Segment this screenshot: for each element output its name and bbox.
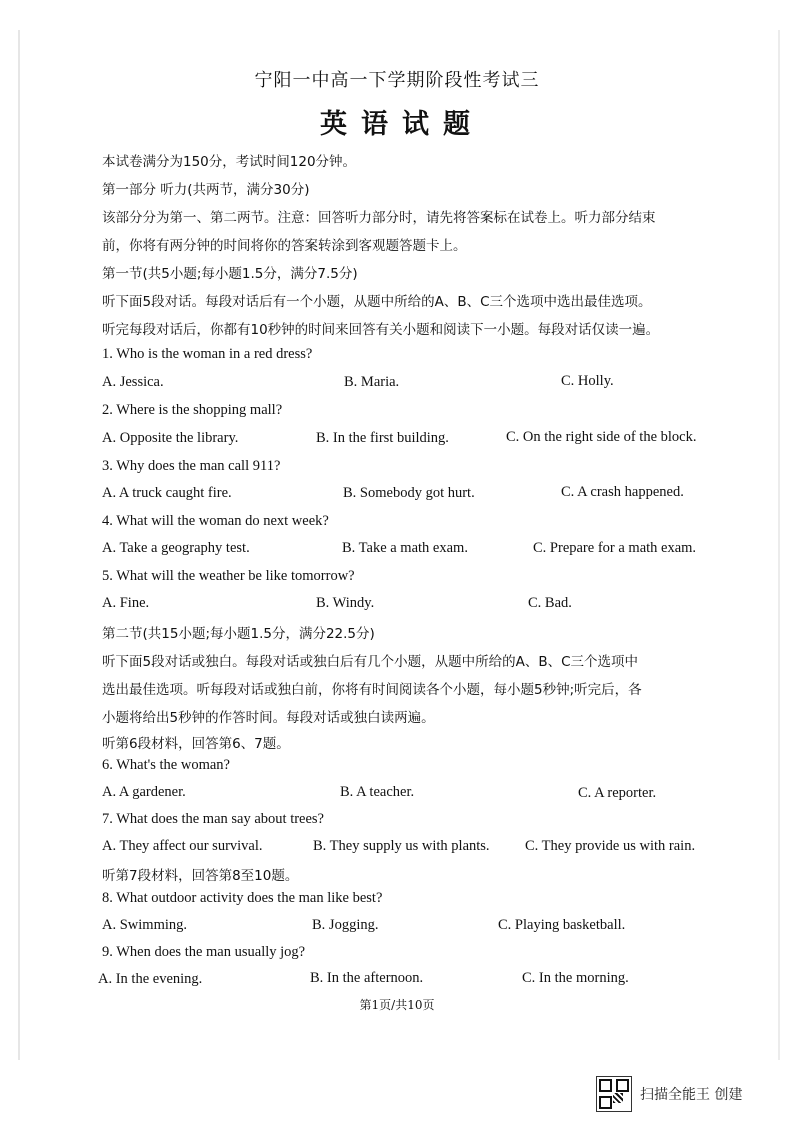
q7-option-a: A. They affect our survival. bbox=[102, 838, 263, 854]
question-1: 1. Who is the woman in a red dress? bbox=[102, 346, 313, 362]
q1-option-b: B. Maria. bbox=[344, 374, 400, 390]
q2-option-b: B. In the first building. bbox=[316, 430, 449, 446]
scanner-watermark bbox=[596, 1076, 742, 1112]
material-7-heading: 听第7段材料，回答第8至10题。 bbox=[102, 868, 299, 884]
subject-title: 英语试题 bbox=[320, 109, 484, 140]
question-9: 9. When does the man usually jog? bbox=[102, 944, 306, 960]
q9-option-b: B. In the afternoon. bbox=[310, 970, 424, 986]
q4-option-b: B. Take a math exam. bbox=[342, 540, 468, 556]
section2-instruction-line1: 听下面5段对话或独白。每段对话或独白后有几个小题，从题中所给的A、B、C三个选项中 bbox=[102, 654, 639, 670]
question-5: 5. What will the weather be like tomorrow? bbox=[102, 568, 355, 584]
section2-instruction-line2: 选出最佳选项。听每段对话或独白前，你将有时间阅读各个小题，每小题5秒钟;听完后，各 bbox=[102, 682, 642, 698]
section1-heading: 第一节(共5小题;每小题1.5分，满分7.5分) bbox=[102, 266, 358, 282]
watermark-text: 扫描全能王 创建 bbox=[640, 1087, 743, 1103]
q8-option-b: B. Jogging. bbox=[312, 917, 379, 933]
q5-option-b: B. Windy. bbox=[316, 595, 375, 611]
material-6-heading: 听第6段材料，回答第6、7题。 bbox=[102, 736, 290, 752]
section1-instruction-line1: 听下面5段对话。每段对话后有一个小题，从题中所给的A、B、C三个选项中选出最佳选项。 bbox=[102, 294, 652, 310]
q3-option-b: B. Somebody got hurt. bbox=[343, 485, 475, 501]
section2-instruction-line3: 小题将给出5秒钟的作答时间。每段对话或独白读两遍。 bbox=[102, 710, 435, 726]
q8-option-c: C. Playing basketball. bbox=[498, 917, 626, 933]
question-4: 4. What will the woman do next week? bbox=[102, 513, 329, 529]
q5-option-c: C. Bad. bbox=[528, 595, 572, 611]
q6-option-b: B. A teacher. bbox=[340, 784, 415, 800]
scan-edge-left bbox=[18, 30, 20, 1060]
q9-option-c: C. In the morning. bbox=[522, 970, 629, 986]
q2-option-a: A. Opposite the library. bbox=[102, 430, 239, 446]
qr-code-icon bbox=[596, 1076, 632, 1112]
question-2: 2. Where is the shopping mall? bbox=[102, 402, 283, 418]
q4-option-c: C. Prepare for a math exam. bbox=[533, 540, 697, 556]
q9-option-a: A. In the evening. bbox=[98, 971, 203, 987]
section2-heading: 第二节(共15小题;每小题1.5分，满分22.5分) bbox=[102, 626, 375, 642]
scan-edge-right bbox=[778, 30, 780, 1060]
q2-option-c: C. On the right side of the block. bbox=[506, 429, 697, 445]
q5-option-a: A. Fine. bbox=[102, 595, 150, 611]
q7-option-b: B. They supply us with plants. bbox=[313, 838, 490, 854]
part1-heading: 第一部分 听力(共两节，满分30分) bbox=[102, 182, 310, 198]
part1-note-line1: 该部分分为第一、第二两节。注意：回答听力部分时，请先将答案标在试卷上。听力部分结束 bbox=[102, 210, 656, 226]
q6-option-c: C. A reporter. bbox=[578, 785, 657, 801]
question-3: 3. Why does the man call 911? bbox=[102, 458, 281, 474]
score-note: 本试卷满分为150分，考试时间120分钟。 bbox=[102, 154, 357, 170]
q8-option-a: A. Swimming. bbox=[102, 917, 187, 933]
q1-option-a: A. Jessica. bbox=[102, 374, 164, 390]
part1-note-line2: 前，你将有两分钟的时间将你的答案转涂到客观题答题卡上。 bbox=[102, 238, 467, 254]
question-7: 7. What does the man say about trees? bbox=[102, 811, 324, 827]
q1-option-c: C. Holly. bbox=[561, 373, 614, 389]
question-8: 8. What outdoor activity does the man like best? bbox=[102, 890, 383, 906]
q7-option-c: C. They provide us with rain. bbox=[525, 838, 696, 854]
school-title: 宁阳一中高一下学期阶段性考试三 bbox=[254, 70, 540, 91]
question-6: 6. What's the woman? bbox=[102, 757, 230, 773]
q6-option-a: A. A gardener. bbox=[102, 784, 186, 800]
section1-instruction-line2: 听完每段对话后，你都有10秒钟的时间来回答有关小题和阅读下一小题。每段对话仅读一遍。 bbox=[102, 322, 660, 338]
q3-option-a: A. A truck caught fire. bbox=[102, 485, 232, 501]
q4-option-a: A. Take a geography test. bbox=[102, 540, 250, 556]
q3-option-c: C. A crash happened. bbox=[561, 484, 684, 500]
page-number: 第1页/共10页 bbox=[359, 998, 435, 1012]
